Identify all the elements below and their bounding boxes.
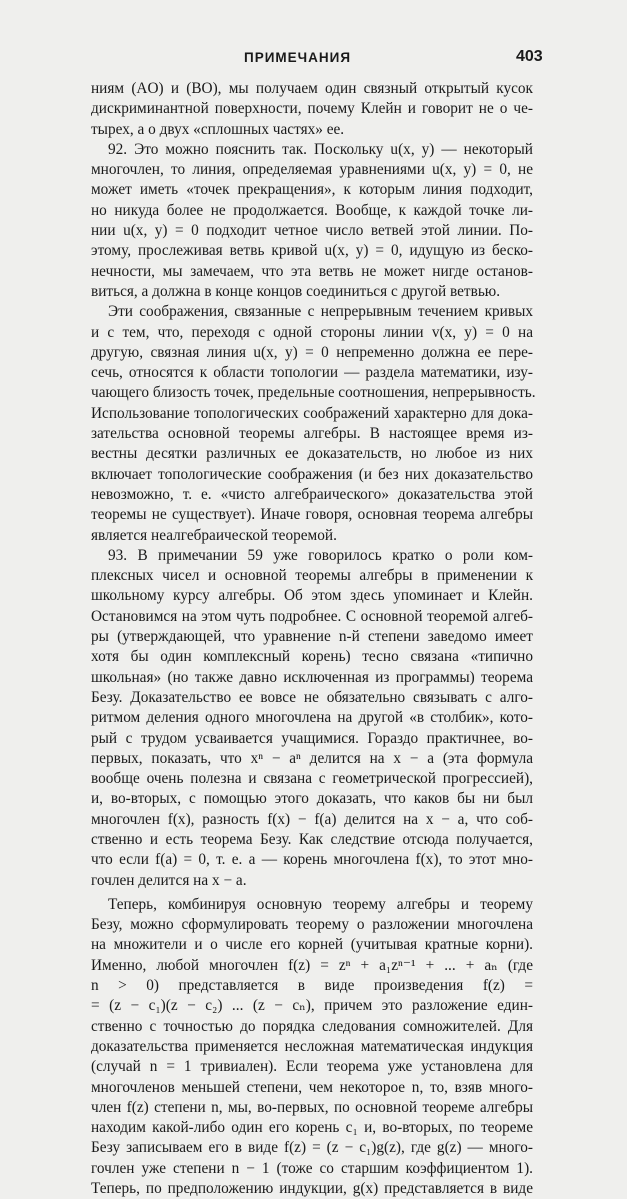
text-line: на множители и о числе его корней (учитывая кратные корни).: [91, 936, 533, 954]
text-line: многочленов меньшей степени, чем некоторое n, то, взяв много-: [91, 1078, 533, 1096]
text-line: член f(z) степени n, мы, во-первых, по основной теореме алгебры: [91, 1098, 533, 1116]
text-line: ниям (AO) и (BO), мы получаем один связный открытый кусок: [91, 80, 533, 97]
text-line: вестны десятки различных ее доказательств, но любое из них: [91, 445, 533, 463]
text-line: может иметь «точек прекращения», к которым линия подходит,: [91, 181, 533, 199]
text-line: дискриминантной поверхности, почему Клейн и говорит не о че-: [91, 100, 533, 118]
text-line: доказательства применяется несложная математическая индукция: [91, 1037, 533, 1055]
text-line: (случай n = 1 тривиален). Если теорема уже установлена для: [91, 1058, 533, 1076]
text-line: = (z − c₁)(z − c₂) ... (z − cₙ), причем это разложение един-: [91, 997, 533, 1015]
text-line: ственно с точностью до порядка следования сомножителей. Для: [91, 1017, 533, 1035]
text-line: Безу. Доказательство ее вовсе не обязательно связывать с алго-: [91, 688, 533, 706]
text-line: зательства основной теоремы алгебры. В настоящее время из-: [91, 425, 533, 443]
text-line: другую, связная линия u(x, y) = 0 непременно должна ее пере-: [91, 343, 533, 361]
text-line: многочлен, то линия, определяемая уравнениями u(x, y) = 0, не: [91, 161, 533, 179]
text-line: невозможно, т. е. «чисто алгебраического» доказательства этой: [91, 485, 533, 503]
page-number: 403: [516, 48, 543, 65]
text-line: многочлен f(x), разность f(x) − f(a) делится на x − a, что соб-: [91, 810, 533, 828]
text-line: является неалгебраической теоремой.: [91, 526, 337, 544]
text-line: Безу, можно сформулировать теорему о разложении многочлена: [91, 916, 533, 934]
text-line: Использование топологических соображений характерно для дока-: [91, 404, 533, 422]
text-line: этому, прослеживая ветвь кривой u(x, y) = 0, идущую из беско-: [91, 242, 533, 260]
text-line: и с тем, что, переходя с одной стороны линии v(x, y) = 0 на: [91, 323, 533, 341]
text-line: рый с трудом усваивается учащимися. Гораздо практичнее, во-: [91, 729, 533, 747]
text-line: чающего близость точек, предельные соотношения, непрерывность.: [91, 384, 536, 402]
paragraph-start: Теперь, комбинируя основную теорему алгебры и теорему: [108, 895, 533, 913]
text-line: но никуда более не продолжается. Вообще, к каждой точке ли-: [91, 201, 533, 219]
text-line: ры (утверждающей, что уравнение n-й степени заведомо имеет: [91, 628, 533, 646]
text-line: ритмом деления одного многочлена на другой «в столбик», кото-: [91, 709, 533, 727]
text-line: гочлен уже степени n − 1 (тоже со старшим коэффициентом 1).: [91, 1159, 533, 1177]
text-line: ственно и есть теорема Безу. Как следствие отсюда получается,: [91, 830, 533, 848]
running-title: ПРИМЕЧАНИЯ: [244, 50, 352, 65]
text-line: школьному курсу алгебры. Об этом здесь упоминает и Клейн.: [91, 587, 533, 605]
text-line: что если f(a) = 0, т. е. a — корень многочлена f(x), то этот мно-: [91, 851, 533, 869]
text-line: нечности, мы замечаем, что эта ветвь не может нигде останов-: [91, 262, 533, 280]
text-line: Теперь, по предположению индукции, g(x) представляется в виде: [91, 1180, 533, 1198]
page-header: [0, 48, 627, 70]
text-line: находим какой-либо один его корень c₁ и, во-вторых, по теореме: [91, 1119, 533, 1137]
text-line: вообще очень полезна и связана с геометрической прогрессией),: [91, 770, 533, 788]
text-line: n > 0) представляется в виде произведения f(z) =: [91, 977, 533, 995]
text-line: школьная» (но также давно исключенная из программы) теорема: [91, 668, 533, 686]
text-line: и, во-вторых, с помощью этого доказать, что каков бы ни был: [91, 790, 533, 808]
text-line: гочлен делится на x − a.: [91, 871, 247, 889]
text-line: Именно, любой многочлен f(z) = zⁿ + a₁zⁿ⁻¹ + ... + aₙ (где: [91, 956, 533, 974]
text-line: сечь, относятся к области топологии — раздела математики, изу-: [91, 364, 533, 382]
text-line: плексных чисел и основной теоремы алгебры в применении к: [91, 567, 533, 585]
text-line: Безу записываем его в виде f(z) = (z − c₁)g(z), где g(z) — много-: [91, 1139, 533, 1157]
text-line: теоремы не существует). Иначе говоря, основная теорема алгебры: [91, 506, 533, 524]
text-line: виться, а должна в конце концов соединиться с другой ветвью.: [91, 282, 501, 300]
note-93-start: 93. В примечании 59 уже говорилось кратко о роли ком-: [108, 546, 533, 564]
text-line: Остановимся на этом чуть подробнее. С основной теоремой алгеб-: [91, 607, 533, 625]
text-line: первых, показать, что xⁿ − aⁿ делится на x − a (эта формула: [91, 749, 533, 767]
text-line: нии u(x, y) = 0 подходит четное число ветвей этой линии. По-: [91, 222, 533, 240]
page-body: [91, 79, 536, 1199]
note-92-start: 92. Это можно пояснить так. Поскольку u(x, y) — некоторый: [108, 140, 533, 158]
paragraph-start: Эти соображения, связанные с непрерывным течением кривых: [108, 303, 533, 321]
text-line: хотя бы один комплексный корень) тесно связана «типично: [91, 648, 533, 666]
text-line: включает топологические соображения (и без них доказательство: [91, 465, 533, 483]
text-line: тырех, а о двух «сплошных частях» ее.: [91, 120, 345, 138]
